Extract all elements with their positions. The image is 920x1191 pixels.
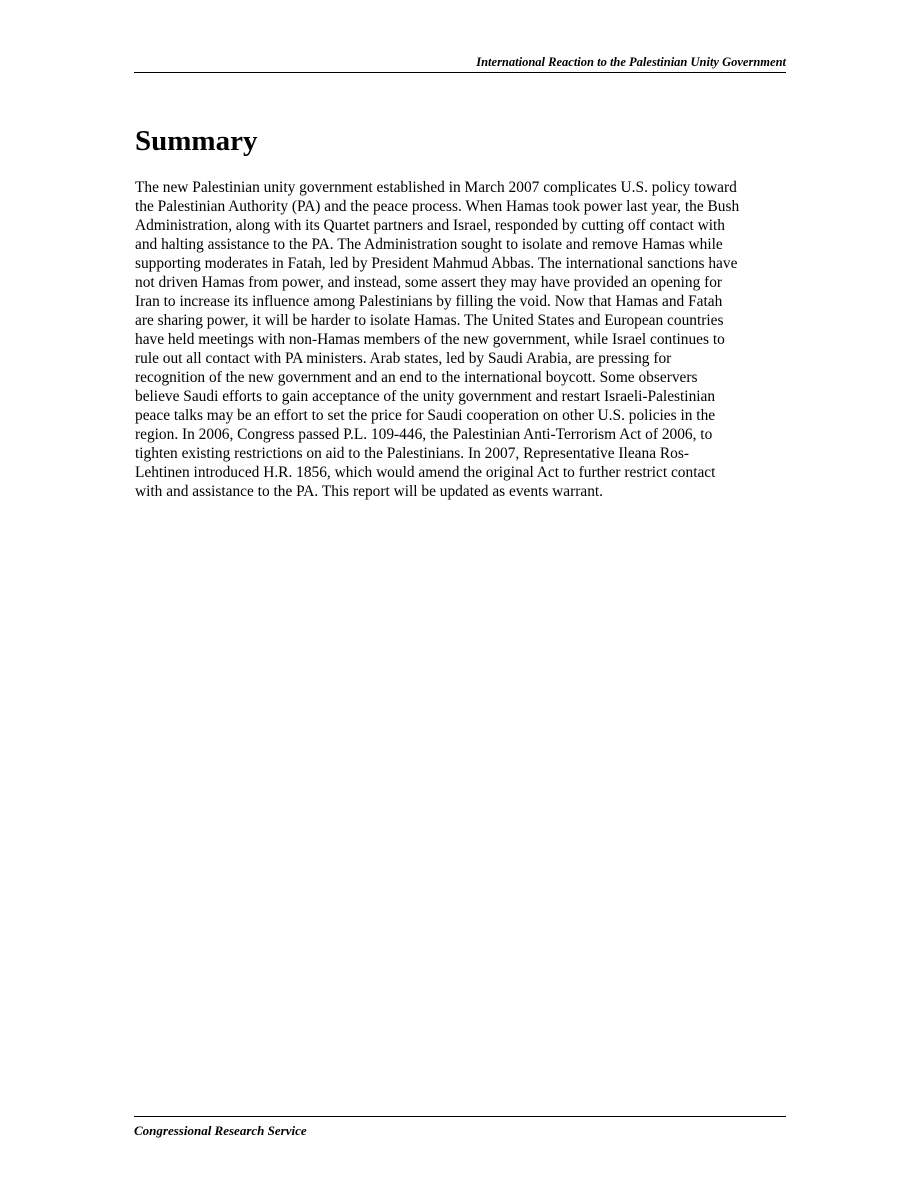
paragraph-line: region. In 2006, Congress passed P.L. 109-446, the Palestinian Anti-Terrorism Act of 2006, to: [135, 426, 713, 443]
paragraph-line: are sharing power, it will be harder to isolate Hamas. The United States and European countries: [135, 312, 724, 329]
paragraph-line: not driven Hamas from power, and instead, some assert they may have provided an opening for: [135, 274, 723, 291]
footer-source: Congressional Research Service: [134, 1123, 307, 1138]
running-header: [134, 53, 786, 73]
running-footer: [134, 1116, 786, 1140]
paragraph-line: supporting moderates in Fatah, led by President Mahmud Abbas. The international sanctions have: [135, 255, 738, 272]
paragraph-line: the Palestinian Authority (PA) and the peace process. When Hamas took power last year, the Bush: [135, 198, 740, 215]
paragraph-line: and halting assistance to the PA. The Administration sought to isolate and remove Hamas while: [135, 236, 723, 253]
paragraph-line: Iran to increase its influence among Palestinians by filling the void. Now that Hamas and Fatah: [135, 293, 723, 310]
paragraph-line: have held meetings with non-Hamas members of the new government, while Israel continues to: [135, 331, 725, 348]
running-header-title: International Reaction to the Palestinian Unity Government: [476, 55, 786, 69]
summary-paragraph: [135, 178, 795, 501]
section-heading: Summary: [135, 125, 258, 157]
paragraph-line: believe Saudi efforts to gain acceptance of the unity government and restart Israeli-Palestinian: [135, 388, 716, 405]
paragraph-line: with and assistance to the PA. This report will be updated as events warrant.: [135, 483, 604, 500]
paragraph-line: Administration, along with its Quartet partners and Israel, responded by cutting off contact with: [135, 217, 725, 234]
paragraph-line: recognition of the new government and an end to the international boycott. Some observers: [135, 369, 698, 386]
paragraph-line: peace talks may be an effort to set the price for Saudi cooperation on other U.S. policies in the: [135, 407, 716, 424]
paragraph-line: rule out all contact with PA ministers. Arab states, led by Saudi Arabia, are pressing for: [135, 350, 672, 367]
paragraph-line: Lehtinen introduced H.R. 1856, which would amend the original Act to further restrict contact: [135, 464, 716, 481]
paragraph-line: tighten existing restrictions on aid to the Palestinians. In 2007, Representative Ileana Ros-: [135, 445, 689, 462]
paragraph-line: The new Palestinian unity government established in March 2007 complicates U.S. policy toward: [135, 179, 737, 196]
